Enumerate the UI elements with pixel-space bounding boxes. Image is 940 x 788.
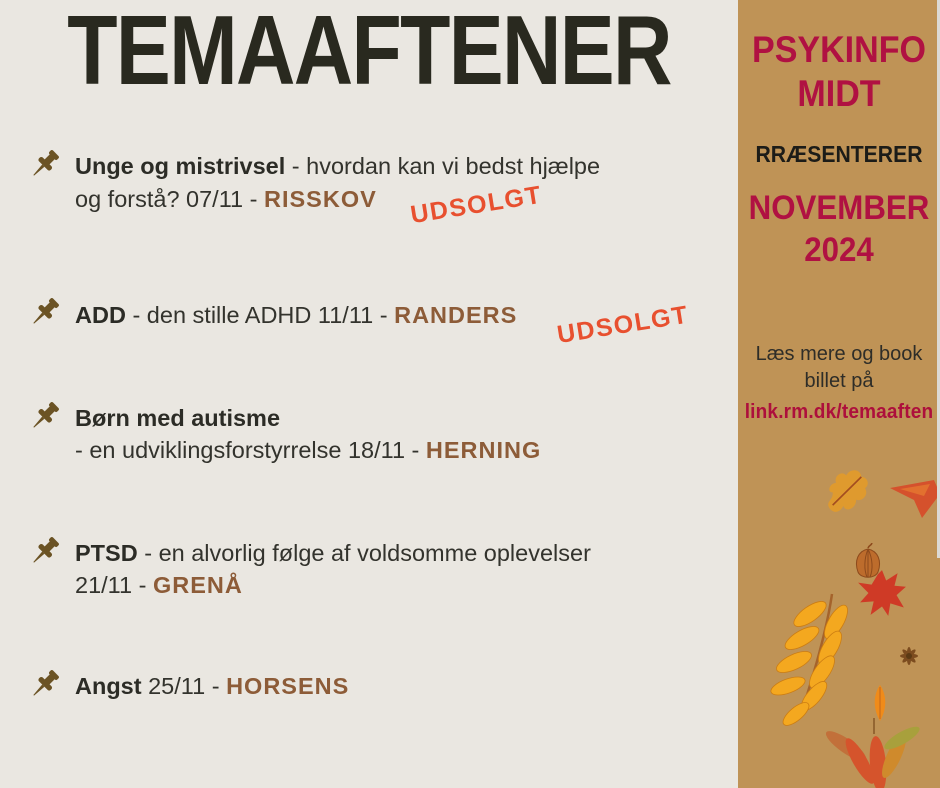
event-line2 xyxy=(75,181,600,230)
event-title: PTSD xyxy=(75,540,138,566)
event-item-angst xyxy=(25,670,349,709)
event-title: Angst xyxy=(75,673,142,699)
event-text xyxy=(75,537,591,602)
event-date: 25/11 - xyxy=(141,673,227,699)
star-anise-icon xyxy=(891,640,927,677)
event-description: - den stille ADHD 11/11 - xyxy=(125,302,395,328)
event-line1 xyxy=(75,150,600,182)
event-description: - hvordan kan vi bedst hjælpe xyxy=(285,153,601,179)
sidebar xyxy=(738,0,940,788)
event-description: - en udviklingsforstyrrelse 18/11 - xyxy=(75,437,426,464)
cta-line2: billet på xyxy=(804,370,874,393)
red-leaf-icon xyxy=(890,480,940,525)
event-line1 xyxy=(75,670,349,702)
event-item-add xyxy=(25,298,691,350)
event-title: Børn med autisme xyxy=(75,405,281,431)
cta-line1: Læs mere og book xyxy=(755,343,923,366)
maple-leaf-icon xyxy=(856,568,908,623)
event-location: RANDERS xyxy=(394,302,518,328)
pushpin-icon xyxy=(25,398,75,441)
month-year: 2024 xyxy=(804,230,874,269)
event-title: ADD xyxy=(75,302,126,328)
creeper-leaf-icon xyxy=(826,716,921,788)
presents-label: RRÆSENTERER xyxy=(755,141,923,168)
event-text xyxy=(75,150,601,230)
event-location: RISSKOV xyxy=(264,186,377,213)
booking-link[interactable]: link.rm.dk/temaaften xyxy=(744,401,934,424)
pushpin-icon xyxy=(25,294,75,337)
event-text xyxy=(75,670,349,702)
event-line1 xyxy=(75,537,591,569)
event-item-born-med-autisme xyxy=(25,402,541,467)
event-location: GRENÅ xyxy=(152,572,243,599)
soldout-badge: UDSOLGT xyxy=(555,300,691,350)
event-location: HORSENS xyxy=(226,673,350,699)
event-text xyxy=(75,298,691,350)
pushpin-icon xyxy=(25,533,75,576)
rowan-leaf-icon xyxy=(770,592,860,732)
event-line1 xyxy=(75,402,541,434)
brand-logo xyxy=(746,28,932,115)
oak-leaf-icon xyxy=(821,468,873,519)
event-line2 xyxy=(75,434,541,466)
cta-text xyxy=(738,341,940,395)
brand-line2: MIDT xyxy=(797,72,881,114)
event-item-unge-og-mistrivsel xyxy=(25,150,601,230)
page-title: TEMAAFTENER xyxy=(67,0,671,105)
event-text xyxy=(75,402,541,467)
event-date: 21/11 - xyxy=(75,572,153,599)
event-description: - en alvorlig følge af voldsomme oplevelser xyxy=(137,540,591,566)
month-label xyxy=(746,188,932,271)
soldout-badge: UDSOLGT xyxy=(408,181,544,230)
event-line2 xyxy=(75,569,591,601)
event-line1 xyxy=(75,298,691,350)
brand-line1: PSYKINFO xyxy=(751,29,926,70)
month-name: NOVEMBER xyxy=(748,189,930,228)
pushpin-icon xyxy=(25,146,75,189)
event-date: og forstå? 07/11 - xyxy=(75,186,264,213)
pushpin-icon xyxy=(25,666,75,709)
event-location: HERNING xyxy=(425,437,542,464)
event-item-ptsd xyxy=(25,537,591,602)
event-title: Unge og mistrivsel xyxy=(75,153,286,179)
